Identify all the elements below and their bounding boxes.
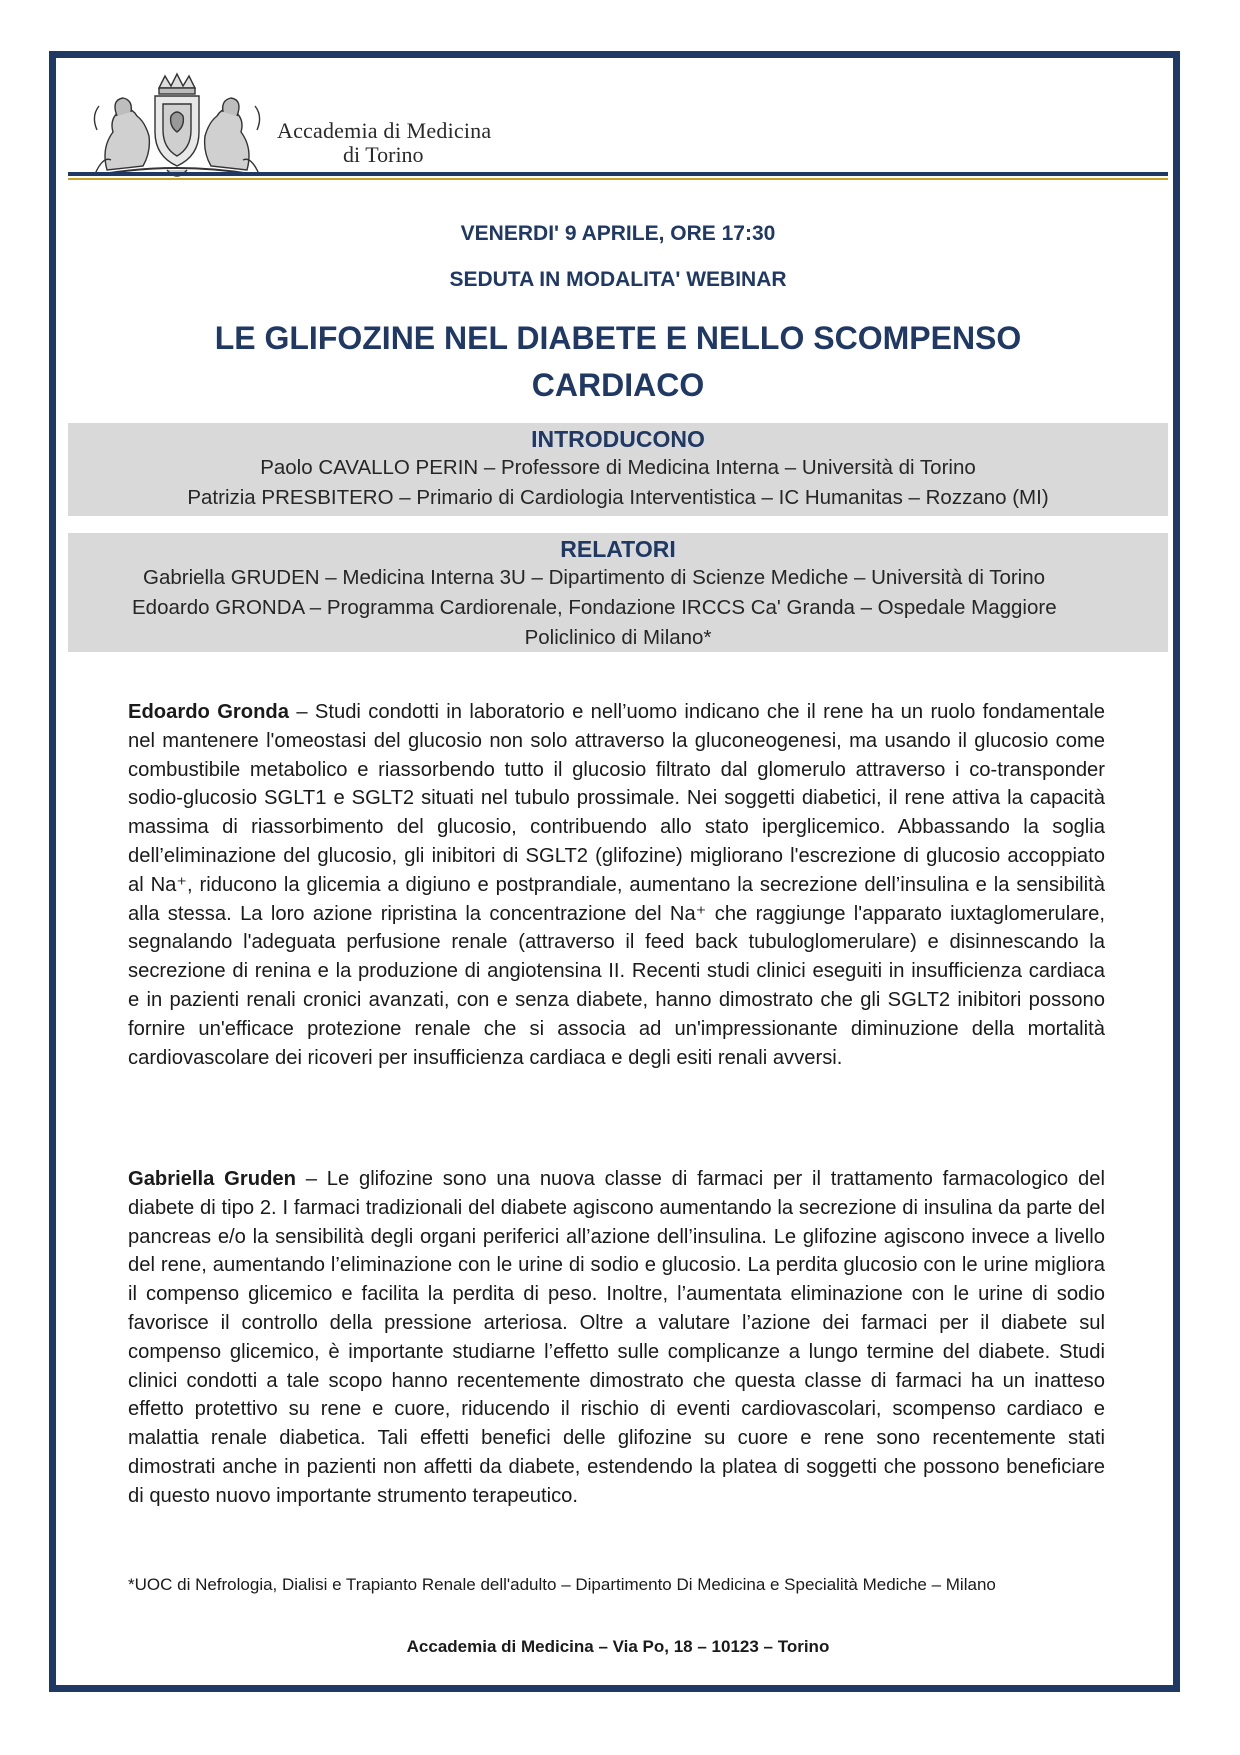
event-mode: SEDUTA IN MODALITA' WEBINAR [449, 268, 787, 291]
abstract-gruden [128, 1165, 1105, 1511]
coat-of-arms-icon [87, 70, 267, 188]
abstract-text: – Le glifozine sono una nuova classe di farmaci per il trattamento farmacologico del diabete di tipo 2. I farmaci tradizionali del diabete agiscono aumentando la secrezione di insulina da parte del pancreas e/o la sensibilità degli organi periferici all’azione dell’insulina. Le glifozine agiscono invece a livello del rene, aumentando l’eliminazione con le urine di sodio e glucosio. La perdita glucosio con le urine migliora il compenso glicemico e facilita la perdita di peso. Inoltre, l’aumentata eliminazione con le urine di sodio favorisce il controllo della pressione arteriosa. Oltre a valutare l’azione dei farmaci per il diabete sul compenso glicemico, è importante studiarne l’effetto sulle complicanze a lungo termine del diabete. Studi clinici condotti a tale scopo hanno recentemente dimostrato che questa classe di farmaci ha un inatteso effetto protettivo su rene e cuore, riducendo il rischio di eventi cardiovascolari, scompenso cardiaco e malattia renale diabetica. Tali effetti benefici delle glifozine su cuore e rene sono recentemente stati dimostrati anche in pazienti non affetti da diabete, estendendo la platea di soggetti che possono beneficiare di questo nuovo importante strumento terapeutico. [128, 1168, 1105, 1507]
org-name [277, 120, 491, 166]
introducono-line: Paolo CAVALLO PERIN – Professore di Medicina Interna – Università di Torino [260, 456, 976, 479]
org-name-line2: di Torino [343, 142, 424, 167]
introducono-box [68, 423, 1168, 516]
event-title-line2: CARDIACO [531, 367, 705, 403]
relatori-heading: RELATORI [560, 536, 676, 562]
org-name-line1: Accademia di Medicina [277, 118, 492, 143]
footnote: *UOC di Nefrologia, Dialisi e Trapianto Renale dell'adulto – Dipartimento Di Medicina e Specialità Mediche – Milano [128, 1575, 996, 1594]
event-title-line1: LE GLIFOZINE NEL DIABETE E NELLO SCOMPENSO [214, 320, 1022, 356]
introducono-line: Patrizia PRESBITERO – Primario di Cardiologia Interventistica – IC Humanitas – Rozzano (MI) [187, 486, 1049, 509]
abstract-gronda [128, 698, 1105, 1072]
relatori-line: Edoardo GRONDA – Programma Cardiorenale, Fondazione IRCCS Ca' Granda – Ospedale Maggiore [132, 596, 1057, 619]
abstract-author: Gabriella Gruden [128, 1168, 296, 1190]
event-date: VENERDI' 9 APRILE, ORE 17:30 [460, 222, 776, 245]
header-rule-navy [68, 172, 1168, 176]
introducono-heading: INTRODUCONO [531, 426, 705, 452]
event-title [68, 315, 1168, 409]
relatori-box [68, 533, 1168, 652]
relatori-line: Policlinico di Milano* [524, 626, 712, 649]
header-rule-gold [68, 178, 1168, 180]
abstract-author: Edoardo Gronda [128, 701, 289, 723]
footer-address: Accademia di Medicina – Via Po, 18 – 10123 – Torino [406, 1637, 830, 1656]
abstract-text: – Studi condotti in laboratorio e nell’uomo indicano che il rene ha un ruolo fondamentale nel mantenere l'omeostasi del glucosio non solo attraverso la gluconeogenesi, ma usando il glucosio come combustibile metabolico e riassorbendo tutto il glucosio filtrato dal glomerulo attraverso i co-transponder sodio-glucosio SGLT1 e SGLT2 situati nel tubulo prossimale. Nei soggetti diabetici, il rene attiva la capacità massima di riassorbimento del glucosio, contribuendo allo stato iperglicemico. Abbassando la soglia dell’eliminazione del glucosio, gli inibitori di SGLT2 (glifozine) migliorano l'escrezione di glucosio accoppiato al Na⁺, riducono la glicemia a digiuno e postprandiale, aumentano la secrezione dell’insulina e la sensibilità alla stessa. La loro azione ripristina la concentrazione del Na⁺ che raggiunge l'apparato iuxtaglomerulare, segnalando l'adeguata perfusione renale (attraverso il feed back tubuloglomerulare) e disinnescando la secrezione di renina e la produzione di angiotensina II. Recenti studi clinici eseguiti in insufficienza cardiaca e in pazienti renali cronici avanzati, con e senza diabete, hanno dimostrato che gli SGLT2 inibitori possono fornire un'efficace protezione renale che si associa ad un'impressionante diminuzione della mortalità cardiovascolare dei ricoveri per insufficienza cardiaca e degli esiti renali avversi. [128, 701, 1106, 1069]
relatori-line: Gabriella GRUDEN – Medicina Interna 3U – Dipartimento di Scienze Mediche – Università di Torino [143, 566, 1046, 589]
